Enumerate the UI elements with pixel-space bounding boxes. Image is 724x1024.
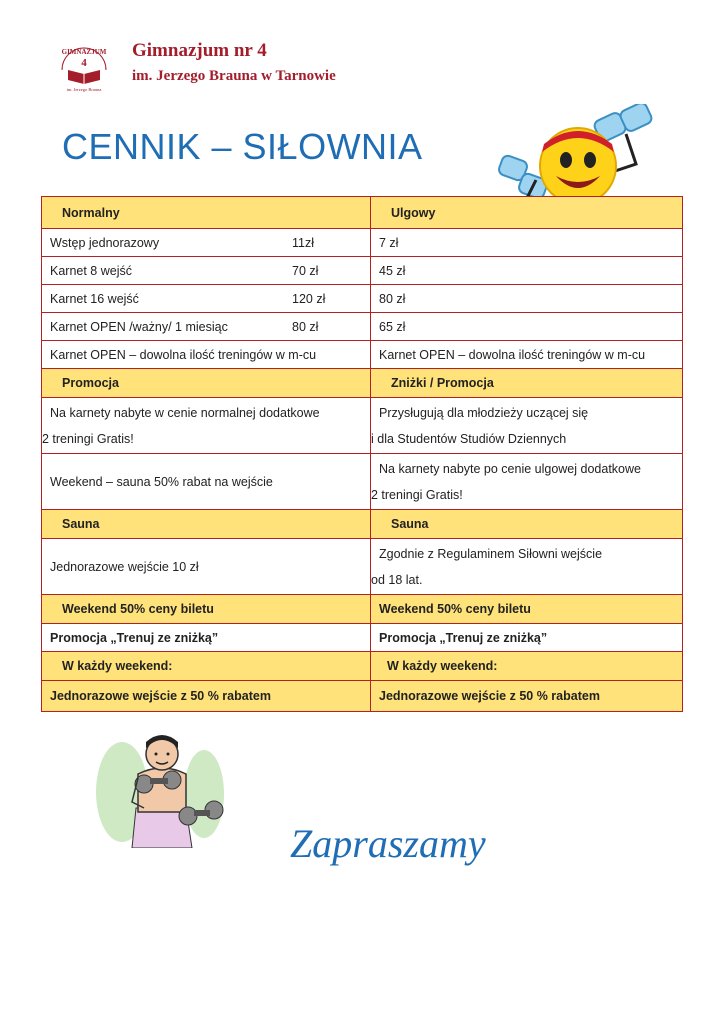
- promo-discount-right: Promocja „Trenuj ze zniżką”: [371, 624, 683, 652]
- school-subtitle: im. Jerzego Brauna w Tarnowie: [132, 68, 336, 84]
- table-row: [42, 341, 683, 369]
- weekend-sauna-discount: Weekend – sauna 50% rabat na wejście: [42, 454, 371, 510]
- open-pass-normal: Karnet OPEN – dowolna ilość treningów w m-cu: [42, 341, 371, 369]
- sauna-single-entry: Jednorazowe wejście 10 zł: [42, 539, 371, 595]
- discounts-header: Zniżki / Promocja: [371, 369, 683, 398]
- reduced-bonus-line: Na karnety nabyte po cenie ulgowej dodatkowe: [379, 461, 641, 476]
- item-name: Wstęp jednorazowy: [50, 235, 160, 250]
- promo-header: Promocja: [42, 369, 371, 398]
- item-normal-price: 80 zł: [292, 319, 319, 334]
- item-name: Karnet 8 wejść: [50, 263, 132, 278]
- item-reduced-price: 45 zł: [371, 257, 683, 285]
- item-normal-price: 120 zł: [292, 291, 326, 306]
- promo-text-line: 2 treningi Gratis!: [42, 431, 134, 446]
- table-row: [42, 454, 683, 510]
- reduced-price-header: Ulgowy: [371, 197, 683, 229]
- item-name: Karnet OPEN /ważny/ 1 miesiąc: [50, 319, 228, 334]
- table-row: [42, 285, 683, 313]
- promo-text-line: Na karnety nabyte w cenie normalnej dodatkowe: [50, 405, 320, 420]
- weekend-ticket-right: Weekend 50% ceny biletu: [371, 595, 683, 624]
- weekend-ticket-left: Weekend 50% ceny biletu: [42, 595, 371, 624]
- every-weekend-right: W każdy weekend:: [371, 652, 683, 681]
- bodybuilder-illustration-icon: [92, 732, 230, 848]
- logo-number: 4: [81, 57, 87, 69]
- every-weekend-left: W każdy weekend:: [42, 652, 371, 681]
- table-row: [42, 229, 683, 257]
- sauna-rule-line: od 18 lat.: [371, 572, 423, 587]
- item-reduced-price: 80 zł: [371, 285, 683, 313]
- reduced-bonus-line: 2 treningi Gratis!: [371, 487, 463, 502]
- page-title: CENNIK – SIŁOWNIA: [62, 126, 423, 167]
- table-row: [42, 257, 683, 285]
- discount-text-line: Przysługują dla młodzieży uczącej się: [379, 405, 589, 420]
- table-row: [42, 539, 683, 595]
- open-pass-reduced: Karnet OPEN – dowolna ilość treningów w m-cu: [371, 341, 683, 369]
- price-table: [41, 196, 683, 712]
- table-row: [42, 398, 683, 454]
- sauna-header-right: Sauna: [371, 510, 683, 539]
- item-reduced-price: 7 zł: [371, 229, 683, 257]
- item-reduced-price: 65 zł: [371, 313, 683, 341]
- promo-discount-left: Promocja „Trenuj ze zniżką”: [42, 624, 371, 652]
- invitation-text: Zapraszamy: [290, 821, 486, 866]
- item-normal-price: 11zł: [292, 235, 315, 250]
- sauna-rule-line: Zgodnie z Regulaminem Siłowni wejście: [379, 546, 603, 561]
- normal-price-header: Normalny: [42, 197, 371, 229]
- discount-text-line: i dla Studentów Studiów Dziennych: [371, 431, 567, 446]
- item-normal-price: 70 zł: [292, 263, 319, 278]
- logo-caption: im. Jerzego Brauna: [66, 87, 102, 92]
- single-entry-discount-right: Jednorazowe wejście z 50 % rabatem: [371, 681, 683, 712]
- school-name: Gimnazjum nr 4: [132, 40, 267, 61]
- item-name: Karnet 16 wejść: [50, 291, 139, 306]
- single-entry-discount-left: Jednorazowe wejście z 50 % rabatem: [42, 681, 371, 712]
- table-row: [42, 313, 683, 341]
- logo-arc-text: GIMNAZJUM: [61, 48, 107, 56]
- sauna-header-left: Sauna: [42, 510, 371, 539]
- school-logo: [56, 40, 112, 92]
